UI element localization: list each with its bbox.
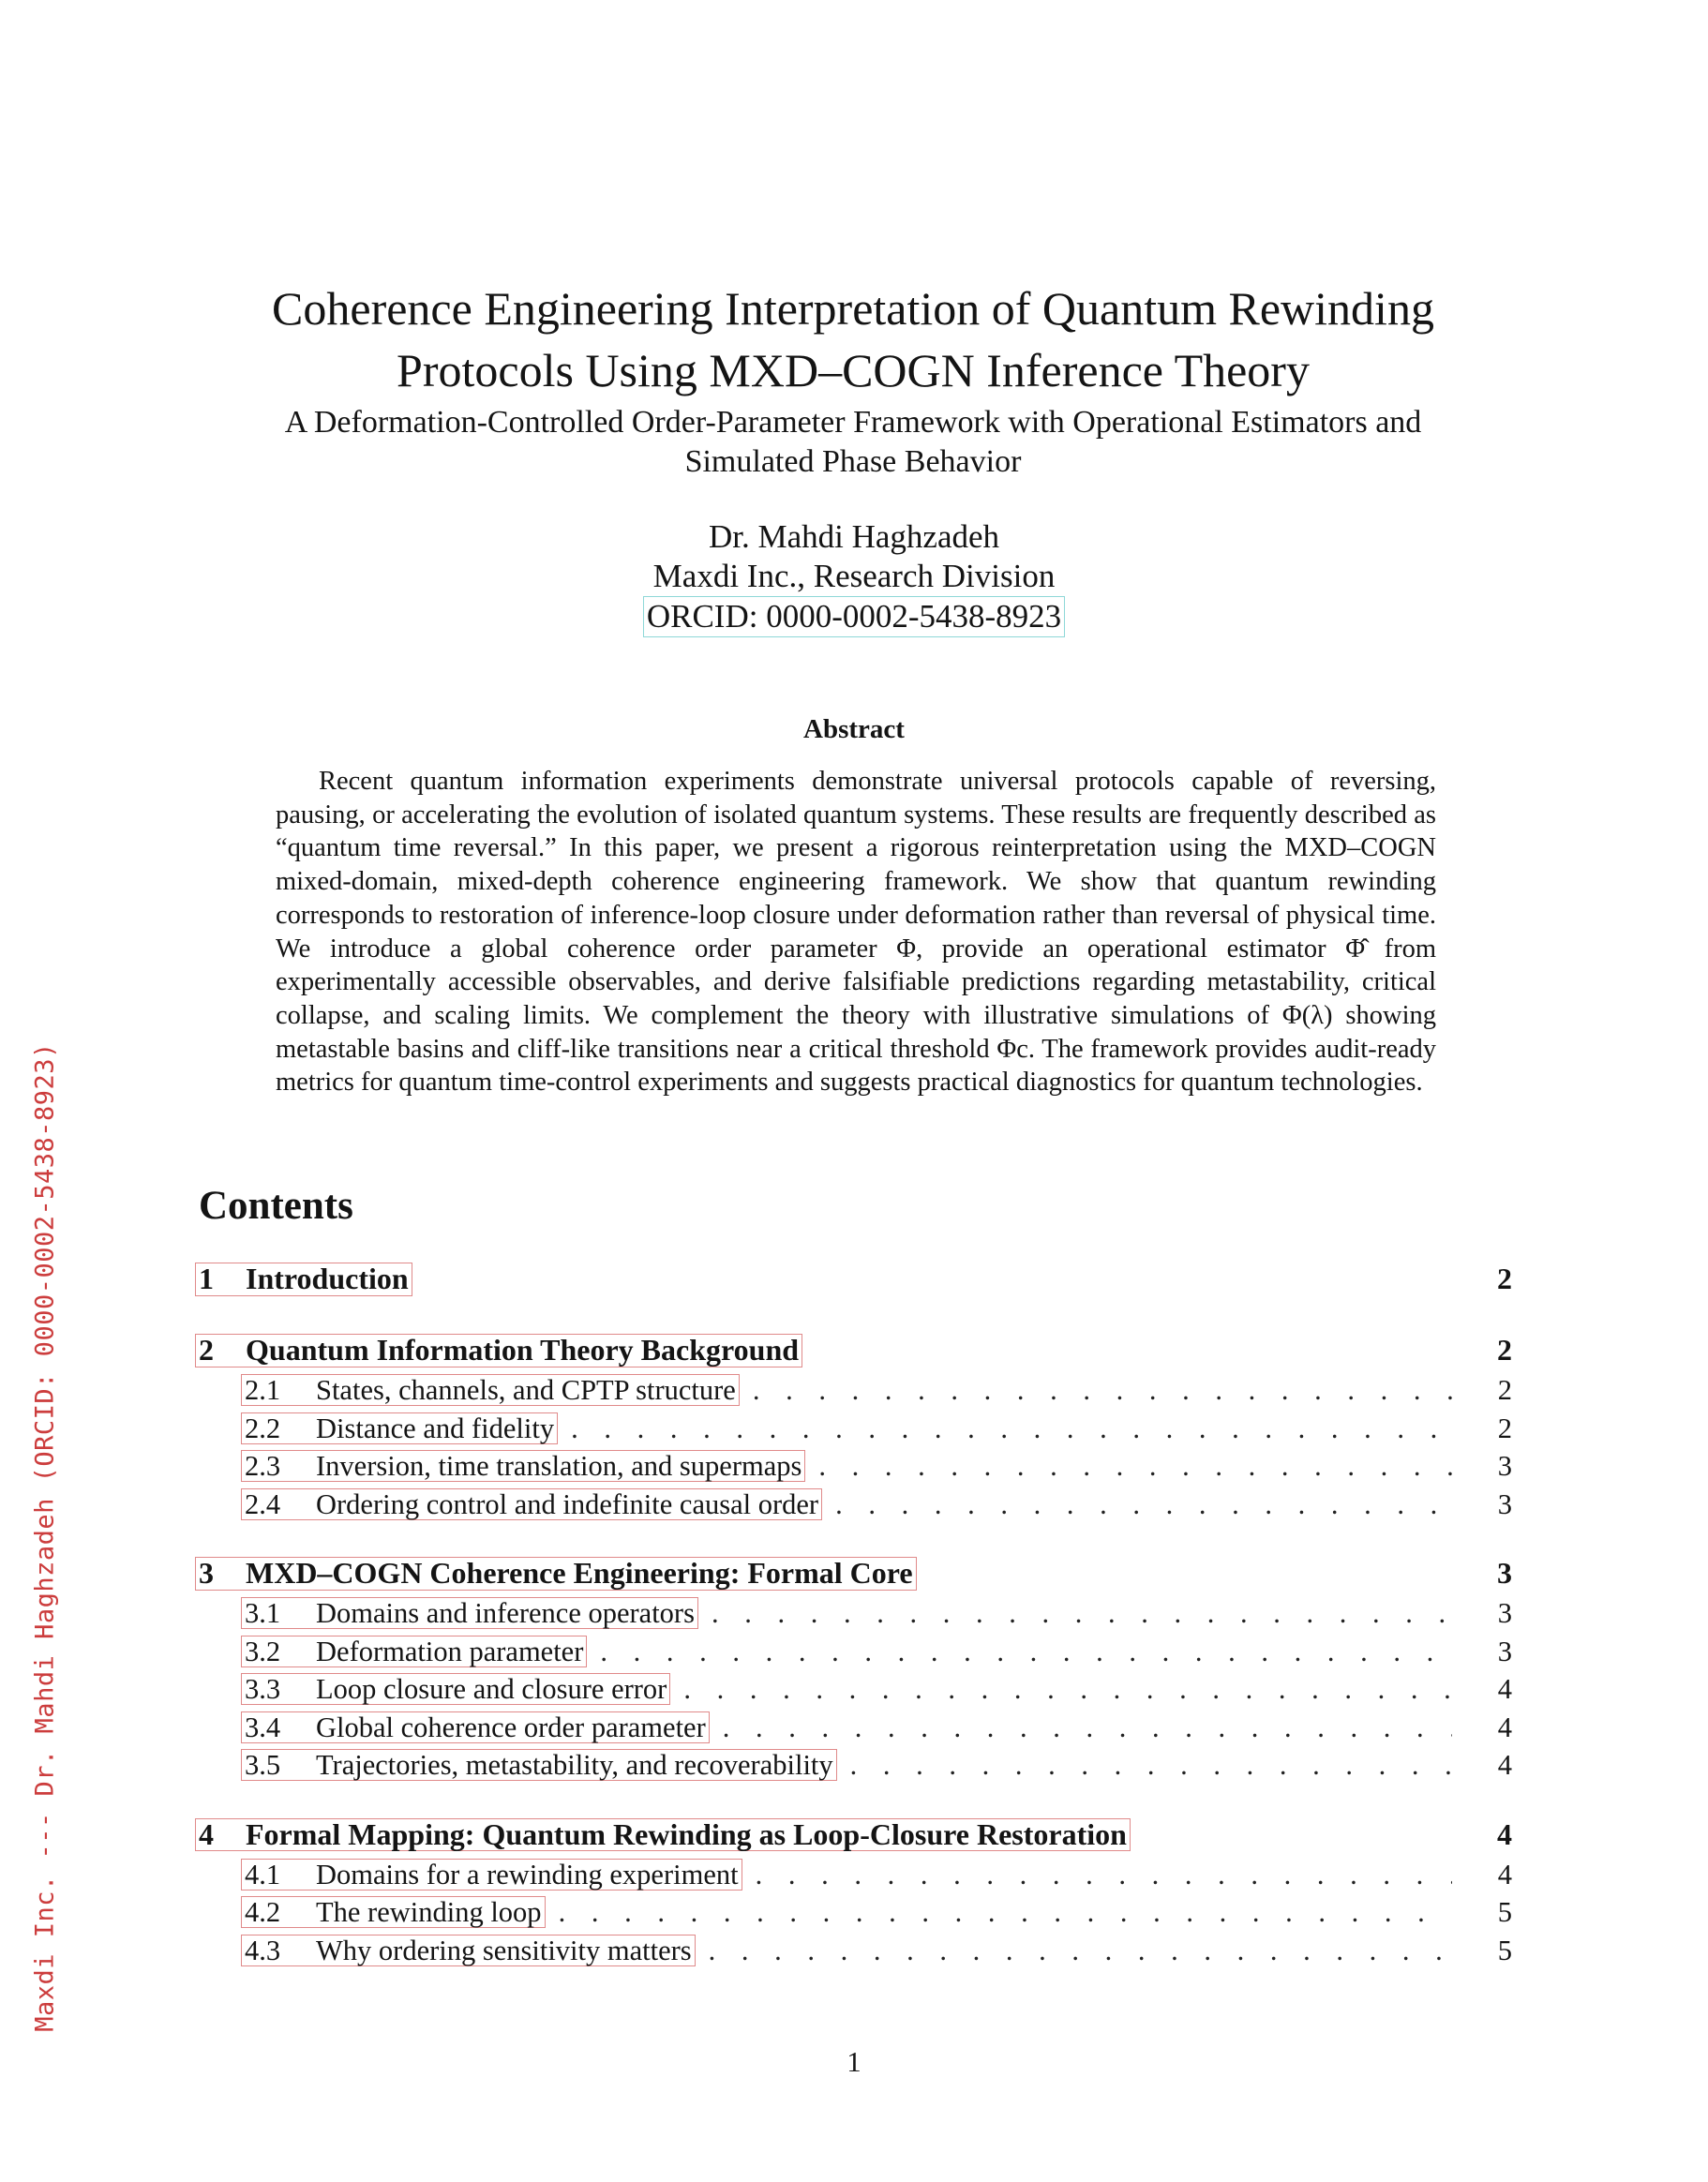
- toc-leader-dots: [756, 1859, 1452, 1891]
- toc-subsection-row: [195, 1374, 1512, 1412]
- toc-subsection-number: 4.3: [245, 1934, 281, 1966]
- subtitle-line-2: Simulated Phase Behavior: [684, 444, 1022, 479]
- toc-subsection-label: Why ordering sensitivity matters: [316, 1934, 692, 1966]
- toc-subsection-page: 3: [1497, 1450, 1512, 1482]
- toc-section-label: Formal Mapping: Quantum Rewinding as Loop-Closure Restoration: [246, 1816, 1127, 1851]
- toc-subsection-row: [195, 1450, 1512, 1488]
- toc-subsection-number: 2.1: [245, 1374, 281, 1406]
- toc-leader-dots: [600, 1636, 1452, 1668]
- toc-subsection-page: 2: [1497, 1374, 1512, 1406]
- author-affiliation: Maxdi Inc., Research Division: [652, 558, 1056, 594]
- toc-subsection-label: Deformation parameter: [316, 1635, 584, 1667]
- toc-section-number: 2: [199, 1333, 214, 1367]
- page-number: 1: [847, 2045, 861, 2078]
- paper-title: [169, 277, 1537, 401]
- toc-leader-dots: [571, 1412, 1452, 1445]
- toc-leader-dots: [683, 1673, 1452, 1706]
- toc-leader-dots: [753, 1374, 1452, 1407]
- toc-subsection-label: Domains and inference operators: [316, 1597, 695, 1629]
- toc-subsection-label: Global coherence order parameter: [316, 1711, 706, 1743]
- toc-leader-dots: [712, 1597, 1452, 1630]
- toc-subsection-link[interactable]: [241, 1374, 740, 1406]
- toc-subsection-link[interactable]: [241, 1711, 710, 1743]
- toc-section-page: 3: [1497, 1556, 1512, 1590]
- table-of-contents: [195, 1262, 1512, 2002]
- toc-subsection-row: [195, 1636, 1512, 1674]
- toc-section-row: [195, 1556, 1512, 1597]
- toc-subsection-number: 3.5: [245, 1749, 281, 1781]
- title-line-2: Protocols Using MXD–COGN Inference Theory: [397, 344, 1310, 396]
- toc-subsection-link[interactable]: [241, 1636, 587, 1667]
- toc-subsection-row: [195, 1859, 1512, 1897]
- toc-section-row: [195, 1817, 1512, 1859]
- toc-subsection-link[interactable]: [241, 1673, 670, 1705]
- abstract-heading: Abstract: [803, 714, 905, 744]
- toc-subsection-page: 4: [1497, 1858, 1512, 1891]
- toc-subsection-page: 4: [1497, 1673, 1512, 1705]
- toc-section-number: 3: [199, 1556, 214, 1590]
- paper-subtitle: [169, 403, 1537, 482]
- toc-section-page: 4: [1497, 1816, 1512, 1851]
- toc-subsection-number: 2.4: [245, 1487, 281, 1520]
- toc-section: [195, 1333, 1512, 1526]
- toc-subsection-link[interactable]: [241, 1450, 805, 1482]
- side-watermark: Maxdi Inc. --- Dr. Mahdi Haghzadeh (ORCID: 0000-0002-5438-8923): [30, 1042, 60, 2032]
- toc-subsection-page: 4: [1497, 1711, 1512, 1743]
- toc-leader-dots: [818, 1450, 1452, 1483]
- toc-subsection-page: 2: [1497, 1412, 1512, 1444]
- toc-subsection-label: The rewinding loop: [316, 1896, 542, 1928]
- toc-subsection-link[interactable]: [241, 1935, 696, 1966]
- author-block: [469, 517, 1239, 637]
- toc-subsection-number: 3.3: [245, 1673, 281, 1705]
- toc-subsection-row: [195, 1896, 1512, 1935]
- toc-subsection-label: Trajectories, metastability, and recoverability: [316, 1749, 833, 1781]
- toc-subsection-number: 3.2: [245, 1635, 281, 1667]
- toc-subsection-label: States, channels, and CPTP structure: [316, 1374, 736, 1406]
- toc-section-label: MXD–COGN Coherence Engineering: Formal Core: [246, 1556, 913, 1590]
- toc-subsection-number: 3.4: [245, 1711, 281, 1743]
- toc-subsection-number: 3.1: [245, 1597, 281, 1629]
- toc-subsection-number: 4.1: [245, 1858, 281, 1891]
- toc-subsection-link[interactable]: [241, 1597, 698, 1629]
- toc-section-link[interactable]: [195, 1818, 1131, 1852]
- toc-subsection-label: Loop closure and closure error: [316, 1673, 667, 1705]
- toc-subsection-page: 3: [1497, 1487, 1512, 1520]
- toc-leader-dots: [559, 1896, 1452, 1929]
- orcid-link[interactable]: ORCID: 0000-0002-5438-8923: [643, 596, 1065, 637]
- toc-subsection-page: 3: [1497, 1597, 1512, 1629]
- toc-subsection-row: [195, 1673, 1512, 1711]
- toc-section-number: 1: [199, 1262, 214, 1295]
- toc-section-label: Quantum Information Theory Background: [246, 1333, 800, 1367]
- toc-subsection-link[interactable]: [241, 1412, 558, 1444]
- toc-section-number: 4: [199, 1816, 214, 1851]
- toc-subsection-row: [195, 1488, 1512, 1527]
- toc-section: [195, 1262, 1512, 1303]
- title-line-1: Coherence Engineering Interpretation of Quantum Rewinding: [272, 282, 1434, 335]
- toc-leader-dots: [723, 1711, 1452, 1744]
- toc-subsection-page: 4: [1497, 1749, 1512, 1781]
- toc-subsection-label: Domains for a rewinding experiment: [316, 1858, 739, 1891]
- toc-subsection-number: 2.2: [245, 1412, 281, 1444]
- contents-heading: Contents: [199, 1184, 353, 1228]
- toc-subsection-page: 5: [1497, 1934, 1512, 1966]
- toc-section-page: 2: [1497, 1333, 1512, 1367]
- toc-section: [195, 1817, 1512, 1973]
- toc-section-row: [195, 1333, 1512, 1374]
- toc-subsection-link[interactable]: [241, 1749, 837, 1781]
- title-block: [169, 277, 1537, 482]
- subtitle-line-1: A Deformation-Controlled Order-Parameter Framework with Operational Estimators and: [284, 405, 1422, 440]
- toc-subsection-label: Distance and fidelity: [316, 1412, 555, 1444]
- toc-section-link[interactable]: [195, 1263, 412, 1296]
- toc-subsection-page: 3: [1497, 1635, 1512, 1667]
- toc-subsection-label: Inversion, time translation, and supermaps: [316, 1450, 802, 1482]
- toc-section-link[interactable]: [195, 1334, 802, 1367]
- toc-subsection-link[interactable]: [241, 1488, 822, 1520]
- toc-section-label: Introduction: [246, 1262, 409, 1295]
- toc-section-row: [195, 1262, 1512, 1303]
- toc-leader-dots: [850, 1749, 1452, 1782]
- toc-subsection-row: [195, 1749, 1512, 1787]
- toc-leader-dots: [709, 1935, 1452, 1967]
- toc-subsection-label: Ordering control and indefinite causal order: [316, 1487, 819, 1520]
- toc-section-link[interactable]: [195, 1557, 917, 1591]
- toc-subsection-row: [195, 1711, 1512, 1750]
- toc-subsection-number: 4.2: [245, 1896, 281, 1928]
- author-name: Dr. Mahdi Haghzadeh: [708, 518, 1000, 555]
- toc-subsection-page: 5: [1497, 1896, 1512, 1928]
- toc-leader-dots: [835, 1488, 1452, 1521]
- toc-section: [195, 1556, 1512, 1787]
- toc-subsection-link[interactable]: [241, 1859, 742, 1891]
- toc-subsection-number: 2.3: [245, 1450, 281, 1482]
- toc-section-page: 2: [1497, 1262, 1512, 1295]
- toc-subsection-link[interactable]: [241, 1896, 546, 1928]
- toc-subsection-row: [195, 1935, 1512, 1973]
- toc-subsection-row: [195, 1412, 1512, 1451]
- toc-subsection-row: [195, 1597, 1512, 1636]
- abstract-text: Recent quantum information experiments demonstrate universal protocols capable of reversing, pausing, or accelerating the evolution of isolated quantum systems. These results are frequently described as “quantum time reversal.” In this paper, we present a rigorous reinterpretation using the MXD–COGN mixed-domain, mixed-depth coherence engineering framework. We show that quantum rewinding corresponds to restoration of inference-loop closure under deformation rather than reversal of physical time. We introduce a global coherence order parameter Φ, provide an operational estimator Φ̂ from experimentally accessible observables, and derive falsifiable predictions regarding metastability, critical collapse, and scaling limits. We complement the theory with illustrative simulations of Φ(λ) showing metastable basins and cliff-like transitions near a critical threshold Φc. The framework provides audit-ready metrics for quantum time-control experiments and suggests practical diagnostics for quantum technologies.: [276, 767, 1436, 1098]
